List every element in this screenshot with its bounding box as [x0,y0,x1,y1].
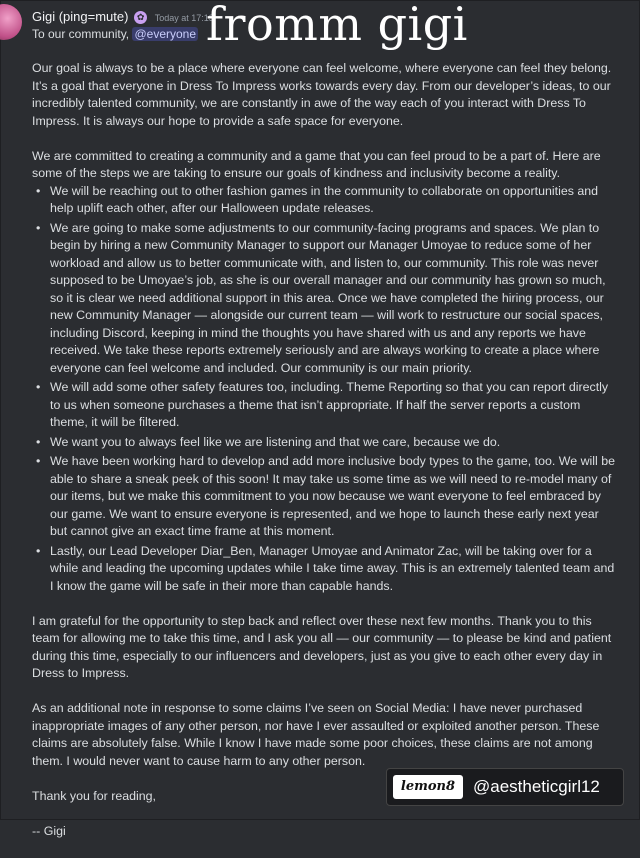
watermark-handle: @aestheticgirl12 [473,777,600,796]
lemon8-logo: lemon8 [393,775,463,799]
greeting-line [32,27,198,41]
watermark [386,768,624,806]
greeting-text: To our community, [32,27,133,41]
everyone-mention[interactable]: @everyone [134,27,197,41]
list-item: • We will be reaching out to other fashion games in the community to collaborate on opportunities and help uplift each other, after our Halloween update releases. [50,183,618,218]
signoff-line: Thank you for reading, [32,788,156,803]
paragraph-commitment: We are committed to creating a community and a game that you can feel proud to be a part of. Here are some of the steps we are taking to ensure our goals of kindness and inclusivity become a reality. [32,148,601,180]
message-timestamp: Today at 17:13 [154,13,214,23]
steps-list [32,183,618,596]
author-name[interactable]: Gigi (ping=mute) [32,9,129,24]
author-avatar[interactable] [0,4,22,40]
list-item: • We have been working hard to develop and add more inclusive body types to the game, too. We will be able to share a sneak peek of this soon! It may take us some time as we will need to re-model many of our items, but we make this commitment to you now because we want everyone to feel embraced by our game. We want to ensure everyone is represented, and we hope to launch these early next year but cannot give an exact time frame at this moment. [50,453,618,541]
list-item: • Lastly, our Lead Developer Diar_Ben, Manager Umoyae and Animator Zac, will be taking over for a while and leading the upcoming updates while I take time away. This is an extremely talented team and I know the game will be safe in their more than capable hands. [50,543,618,596]
list-item: • We want you to always feel like we are listening and that we care, because we do. [50,434,618,452]
paragraph-gratitude: I am grateful for the opportunity to step back and reflect over these next few months. Thank you to this team for allowing me to take this time, and I ask you all — our community — to please be kind and patient during this time, especially to our influencers and developers, just as you give to each other every day in Dress to Impress. [32,613,612,680]
list-item: • We are going to make some adjustments to our community-facing programs and spaces. We plan to begin by hiring a new Community Manager to support our Manager Umoyae to reduce some of her workload and allow us to better communicate with, and listen to, our community. This role was never supposed to be Umoyae’s job, as she is our overall manager and our community has grown so much, so it is clear we need additional support in this area. Once we have completed the hiring process, our new Community Manager — alongside our current team — will work to restructure our social spaces, including Discord, keeping in mind the thoughts you have shared with us and any reports we have received. We take these reports extremely seriously and are always working to create a place where everyone can feel welcome and included. Our community is our main priority. [50,220,618,378]
paragraph-claims: As an additional note in response to some claims I’ve seen on Social Media: I have never purchased inappropriate images of any other person, nor have I ever assaulted or exploited another person. These claims are absolutely false. While I know I have made some poor choices, these claims are not among them. I would never want to cause harm to any other person. [32,701,600,768]
flower-badge-icon: ✿ [134,11,147,24]
author-line [32,9,214,24]
overlay-title: fromm gigi [206,0,468,51]
message-body [32,60,618,858]
list-item: • We will add some other safety features too, including. Theme Reporting so that you can report directly to us when someone purchases a theme that isn’t appropriate. If half the server reports a custom theme, it will be filtered. [50,379,618,432]
signature: -- Gigi [32,823,66,838]
paragraph-goal: Our goal is always to be a place where everyone can feel welcome, where everyone can feel they belong. It’s a goal that everyone in Dress To Impress works towards every day. From our developer’s ideas, to our incredibly talented community, we are constantly in awe of the way each of you interact with Dress To Impress. It is always our hope to provide a safe space for everyone. [32,61,612,128]
